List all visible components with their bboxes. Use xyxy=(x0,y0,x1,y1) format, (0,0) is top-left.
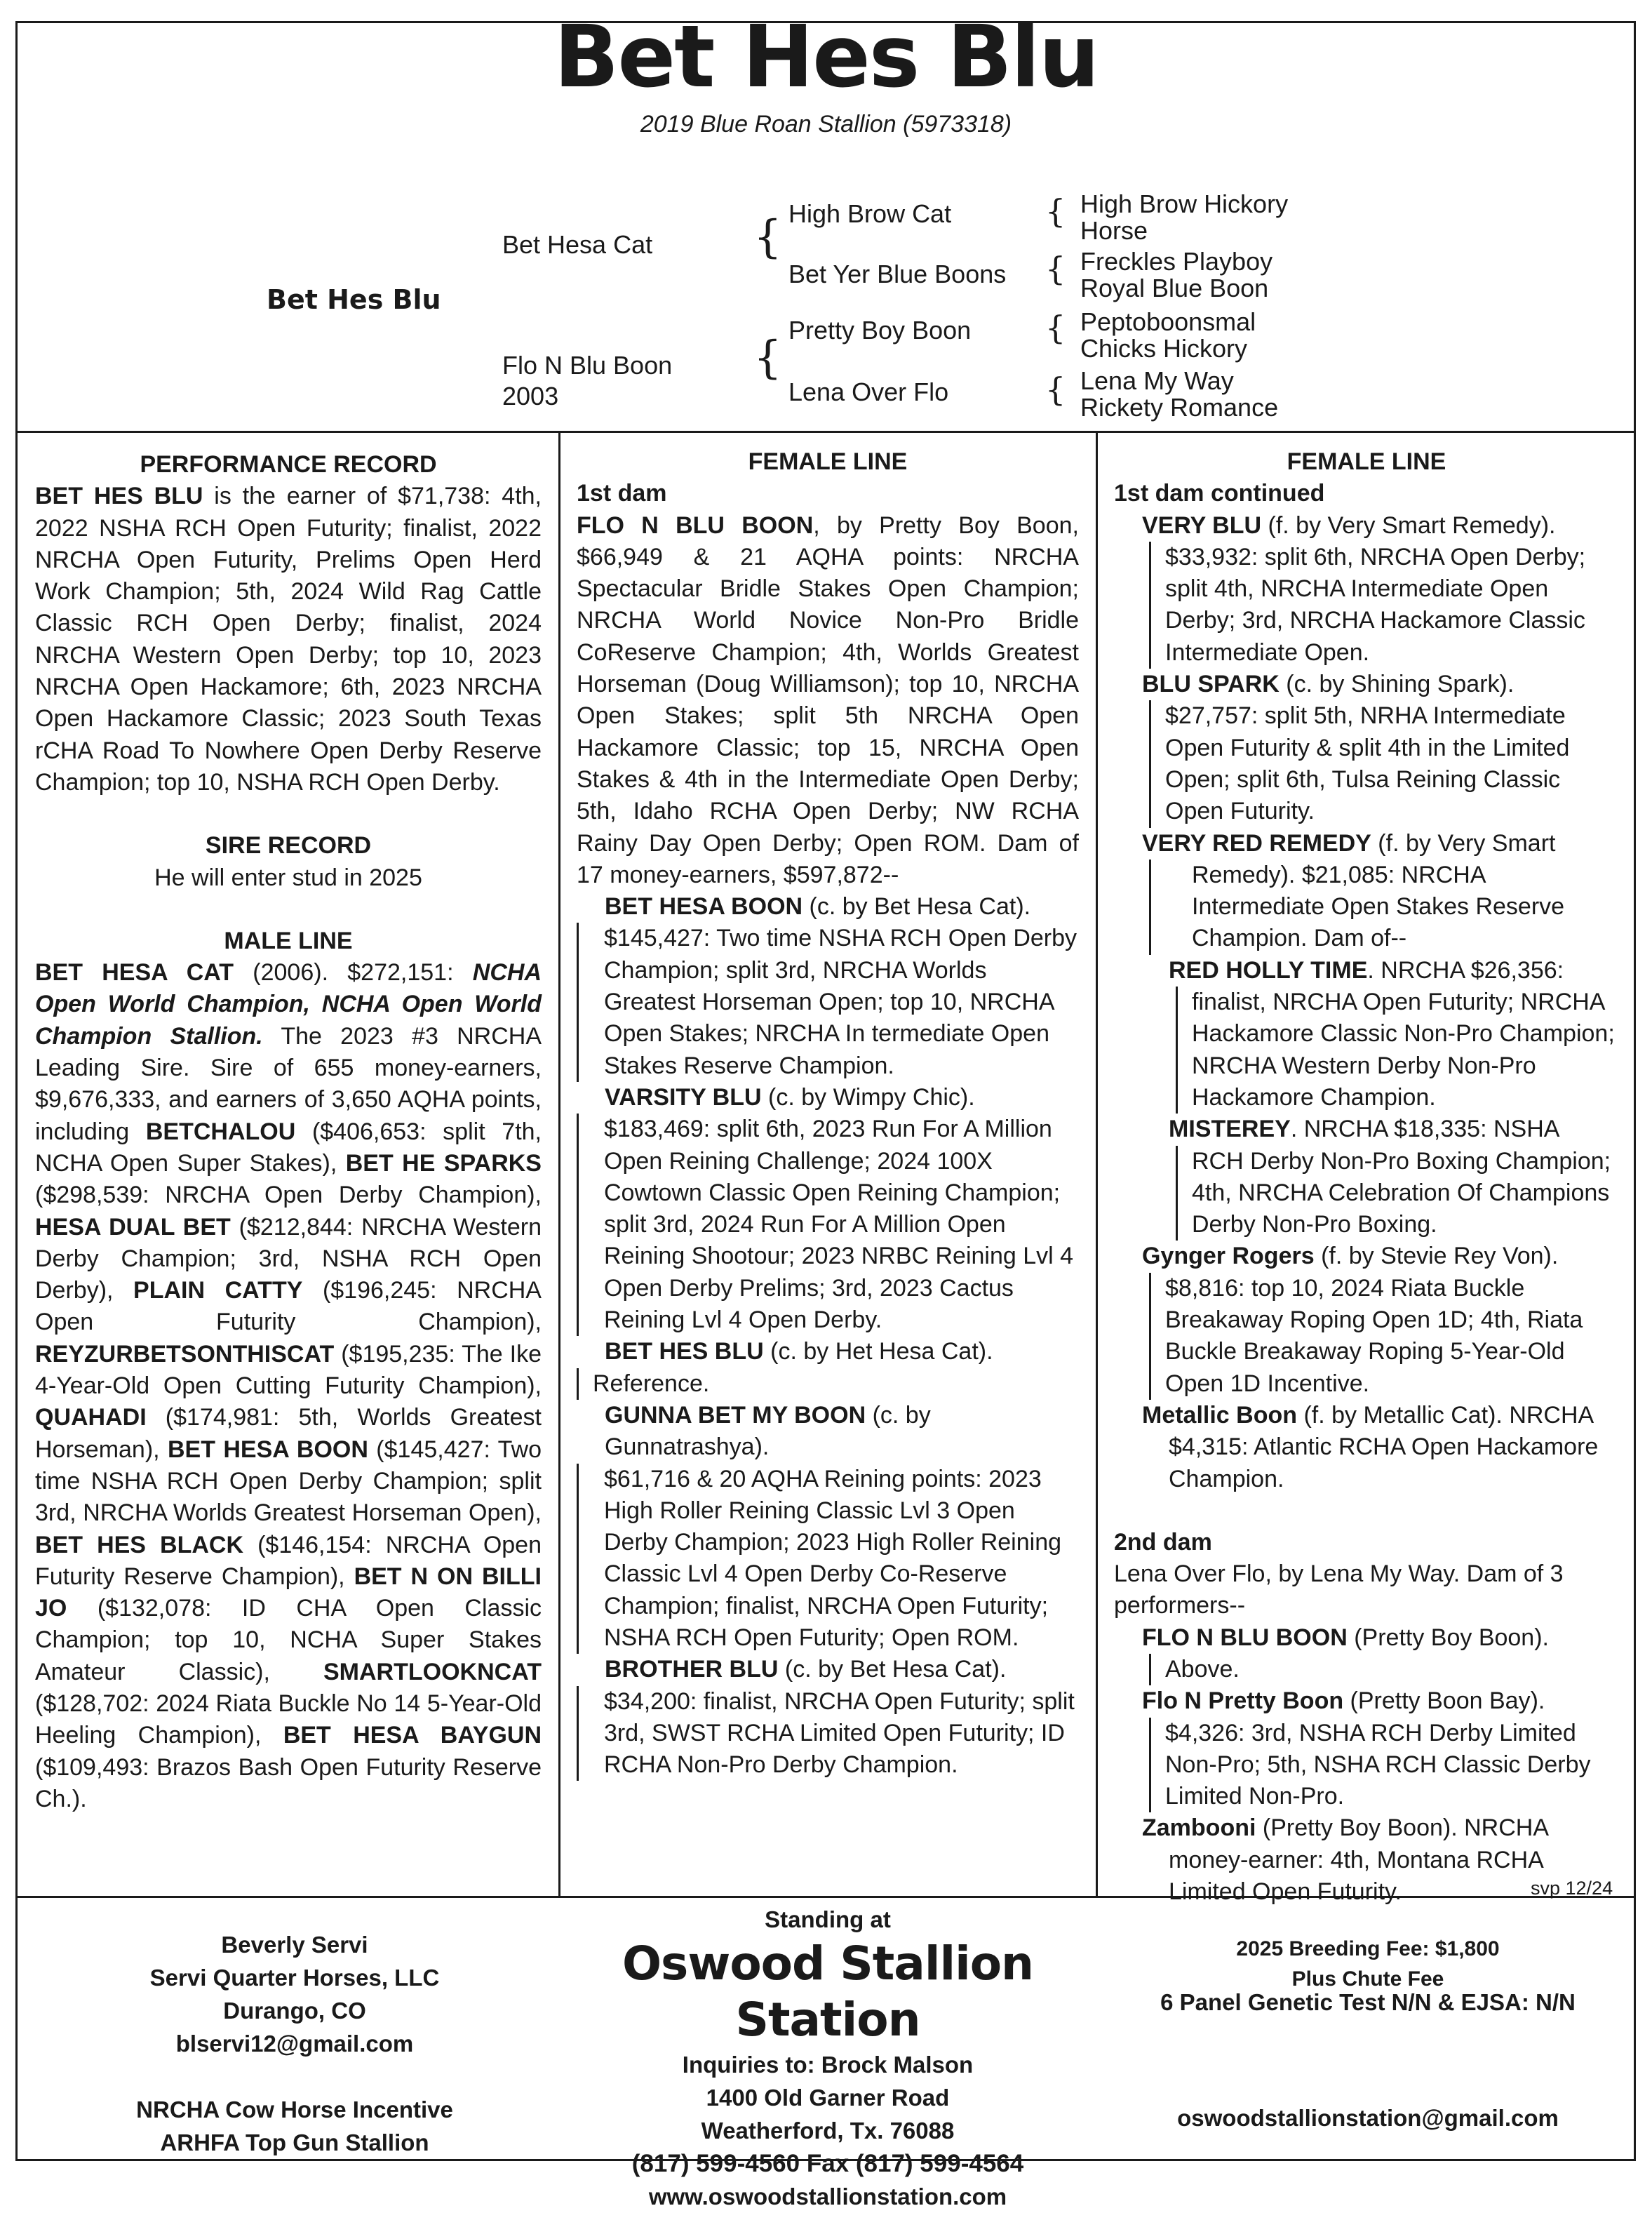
offspring-record: $145,427: Two time NSHA RCH Open Derby Champion; split 3rd, NRCHA Worlds Greatest Horseman Open; top 10, NRCHA Open Stakes; NRCHA In termediate Open Stakes Reserve Champion. xyxy=(577,923,1079,1081)
male-line-text: BET HESA CAT (2006). $272,151: NCHA Open World Champion, NCHA Open World Champion Stallion. The 2023 #3 NRCHA Leading Sire. Sire of 655 money-earners, $9,676,333, and earners of 3,650 AQHA points, including BETCHALOU ($406,653: split 7th, NCHA Open Super Stakes), BET HE SPARKS ($298,539: NRCHA Open Derby Champion), HESA DUAL BET ($212,844: NRCHA Western Derby Champion; 3rd, NSHA RCH Open Derby), PLAIN CATTY ($196,245: NRCHA Open Futurity Champion), REYZURBETSONTHISCAT ($195,235: The Ike 4-Year-Old Open Cutting Futurity Champion), QUAHADI ($174,981: 5th, Worlds Greatest Horseman), BET HESA BOON ($145,427: Two time NSHA RCH Open Derby Champion; split 3rd, NRCHA Worlds Greatest Horseman Open), BET HES BLACK ($146,154: NRCHA Open Futurity Reserve Champion), BET N ON BILLI JO ($132,078: ID CHA Open Classic Champion; top 10, NCHA Super Stakes Amateur Classic), SMARTLOOKNCAT ($128,702: 2024 Riata Buckle No 14 5-Year-Old Heeling Champion), BET HESA BAYGUN ($109,493: Brazos Bash Open Futurity Reserve Ch.). xyxy=(35,959,542,1812)
female-line-heading: FEMALE LINE xyxy=(1287,448,1446,475)
pedigree-g3: Horse xyxy=(1080,216,1148,245)
first-dam-heading: 1st dam xyxy=(577,480,667,507)
owner-city: Durango, CO xyxy=(223,1998,366,2024)
pedigree-horse: Bet Hes Blu xyxy=(267,284,441,315)
page-title: Bet Hes Blu xyxy=(553,7,1099,107)
offspring-record: $33,932: split 6th, NRCHA Open Derby; split 4th, NRCHA Intermediate Open Derby; 3rd, NRCHA Hackamore Classic Intermediate Open. xyxy=(1149,542,1619,669)
grand-offspring-record: finalist, NRCHA Open Futurity; NRCHA Hackamore Classic Non-Pro Champion; NRCHA Western Derby Non-Pro Hackamore Champion. xyxy=(1176,987,1619,1114)
offspring-entry: VERY RED REMEDY (f. by Very Smart xyxy=(1142,829,1556,857)
divider xyxy=(558,431,560,1897)
offspring-entry: BET HESA BOON (c. by Bet Hesa Cat). xyxy=(605,893,1031,921)
offspring-record: money-earner: 4th, Montana RCHA Limited Open Futurity. xyxy=(1169,1846,1543,1906)
grand-offspring-record: RCH Derby Non-Pro Boxing Champion; 4th, NRCHA Celebration Of Champions Derby Non-Pro Boxing. xyxy=(1176,1146,1619,1241)
offspring-entry: VARSITY BLU (c. by Wimpy Chic). xyxy=(605,1083,975,1111)
performance-record: BET HES BLU is the earner of $71,738: 4th, 2022 NSHA RCH Open Futurity; finalist, 2022 NRCHA Open Futurity, Prelims Open Herd Work Champion; 5th, 2024 Wild Rag Cattle Classic RCH Open Derby; finalist, 2024 NRCHA Western Open Derby; top 10, 2023 NRCHA Open Hackamore; 6th, 2023 NRCHA Open Hackamore Classic; 2023 South Texas rCHA Road To Nowhere Open Derby Reserve Champion; top 10, NSHA RCH Open Derby. xyxy=(35,483,542,796)
pedigree-g3: Peptoboonsmal xyxy=(1080,307,1256,336)
standing-label: Standing at xyxy=(765,1906,891,1932)
city: Weatherford, Tx. 76088 xyxy=(701,2118,955,2144)
offspring-entry: FLO N BLU BOON (Pretty Boy Boon). xyxy=(1142,1624,1549,1651)
brace-icon: { xyxy=(753,211,782,263)
sire-record-text: He will enter stud in 2025 xyxy=(154,864,422,891)
offspring-record: $27,757: split 5th, NRHA Intermediate Open Futurity & split 4th in the Limited Open; split 6th, Tulsa Reining Classic Open Futurity. xyxy=(1149,700,1619,827)
offspring-entry: BLU SPARK (c. by Shining Spark). xyxy=(1142,671,1515,698)
offspring-record: $34,200: finalist, NRCHA Open Futurity; split 3rd, SWST RCHA Limited Open Futurity; ID RCHA Non-Pro Derby Champion. xyxy=(577,1686,1079,1781)
offspring-entry: Gynger Rogers (f. by Stevie Rey Von). xyxy=(1142,1243,1559,1270)
column-female-line xyxy=(577,446,1079,1781)
offspring-record: $4,315: Atlantic RCHA Open Hackamore Champion. xyxy=(1169,1433,1599,1492)
pedigree-g3: Royal Blue Boon xyxy=(1080,274,1269,302)
grand-offspring-entry: MISTEREY. NRCHA $18,335: NSHA xyxy=(1169,1116,1560,1143)
pedigree-sire: Bet Hesa Cat xyxy=(502,230,653,259)
sire-record-heading: SIRE RECORD xyxy=(205,832,372,860)
page-subtitle: 2019 Blue Roan Stallion (5973318) xyxy=(640,111,1012,138)
offspring-entry: VERY BLU (f. by Very Smart Remedy). xyxy=(1142,512,1556,539)
station-name: Oswood Stallion Station xyxy=(622,1937,1034,2047)
divider xyxy=(15,431,1636,433)
first-dam-continued-heading: 1st dam continued xyxy=(1114,480,1325,507)
genetic-test: 6 Panel Genetic Test N/N & EJSA: N/N xyxy=(1160,1989,1576,2015)
owner-email[interactable]: blservi12@gmail.com xyxy=(175,2031,414,2057)
incentive-line: NRCHA Cow Horse Incentive xyxy=(136,2097,453,2122)
pedigree-sire-sire: High Brow Cat xyxy=(788,199,952,228)
incentive-line: ARHFA Top Gun Stallion xyxy=(160,2130,429,2155)
offspring-record: $183,469: split 6th, 2023 Run For A Million Open Reining Challenge; 2024 100X Cowtown Classic Open Reining Champion; split 3rd, 2024 Run For A Million Open Reining Shootour; 2023 NRBC Reining Lvl 4 Open Derby Prelims; 3rd, 2023 Cactus Reining Lvl 4 Open Derby. xyxy=(577,1114,1079,1336)
offspring-record: $8,816: top 10, 2024 Riata Buckle Breakaway Roping Open 1D; 4th, Riata Buckle Breakaway Roping 5-Year-Old Open 1D Incentive. xyxy=(1149,1273,1619,1400)
male-line-heading: MALE LINE xyxy=(224,927,353,954)
offspring-record: Above. xyxy=(1149,1654,1619,1685)
brace-icon: { xyxy=(1045,192,1066,230)
grand-offspring-entry: RED HOLLY TIME. NRCHA $26,356: xyxy=(1169,956,1564,984)
first-dam-text: FLO N BLU BOON, by Pretty Boy Boon, $66,949 & 21 AQHA points: NRCHA Spectacular Bridle Stakes Open Champion; NRCHA World Novice Non-Pro Bridle CoReserve Champion; 4th, Worlds Greatest Horseman (Doug Williamson); top 10, NRCHA Open Stakes; split 5th NRCHA Open Hackamore Classic; top 15, NRCHA Open Stakes & 4th in the Intermediate Open Derby; 5th, Idaho RCHA Open Derby; NW RCHA Rainy Day Open Derby; Open ROM. Dam of 17 money-earners, $597,872-- xyxy=(577,512,1079,888)
second-dam-heading: 2nd dam xyxy=(1114,1528,1212,1556)
brace-icon: { xyxy=(1045,250,1066,288)
offspring-entry: BROTHER BLU (c. by Bet Hesa Cat). xyxy=(605,1656,1007,1683)
owner-info xyxy=(42,1928,547,2159)
owner-farm: Servi Quarter Horses, LLC xyxy=(149,1965,440,1991)
offspring-record: Reference. xyxy=(577,1368,1079,1400)
inquiries: Inquiries to: Brock Malson xyxy=(682,2052,974,2078)
phone[interactable]: (817) 599-4560 Fax (817) 599-4564 xyxy=(631,2150,1024,2177)
female-line-heading: FEMALE LINE xyxy=(748,448,908,475)
offspring-entry: GUNNA BET MY BOON (c. by Gunnatrashya). xyxy=(605,1401,931,1461)
performance-heading: PERFORMANCE RECORD xyxy=(140,451,437,478)
pedigree-g3: Freckles Playboy xyxy=(1080,247,1273,276)
pedigree-g3: Chicks Hickory xyxy=(1080,334,1248,363)
column-female-line-continued xyxy=(1114,446,1619,1908)
brace-icon: { xyxy=(753,332,782,384)
pedigree-dam: Flo N Blu Boon xyxy=(502,351,673,380)
brace-icon: { xyxy=(1045,309,1066,347)
divider xyxy=(1096,431,1098,1897)
pedigree-dam-sire: Pretty Boy Boon xyxy=(788,316,972,345)
second-dam-text: Lena Over Flo, by Lena My Way. Dam of 3 performers-- xyxy=(1114,1560,1564,1619)
offspring-record: $61,716 & 20 AQHA Reining points: 2023 High Roller Reining Classic Lvl 3 Open Derby Champion; 2023 High Roller Reining Classic Lvl 4 Open Derby Co-Reserve Champion; finalist, NRCHA Open Futurity; NSHA RCH Open Futurity; Open ROM. xyxy=(577,1464,1079,1654)
offspring-entry: Flo N Pretty Boon (Pretty Boon Bay). xyxy=(1142,1687,1545,1715)
owner-name: Beverly Servi xyxy=(221,1932,368,1958)
pedigree-dam-dam: Lena Over Flo xyxy=(788,377,949,406)
pedigree-g3: Lena My Way xyxy=(1080,366,1234,395)
address: 1400 Old Garner Road xyxy=(706,2085,950,2111)
offspring-record: $4,326: 3rd, NSHA RCH Derby Limited Non-Pro; 5th, NSHA RCH Classic Derby Limited Non-Pro. xyxy=(1149,1718,1619,1813)
breeding-fee: 2025 Breeding Fee: $1,800 xyxy=(1236,1937,1500,1960)
station-email[interactable]: oswoodstallionstation@gmail.com xyxy=(1177,2105,1559,2131)
offspring-entry: Zambooni (Pretty Boy Boon). NRCHA xyxy=(1142,1814,1549,1842)
offspring-entry: Metallic Boon (f. by Metallic Cat). NRCHA xyxy=(1142,1401,1594,1429)
station-info xyxy=(547,1903,1108,2213)
offspring-entry: BET HES BLU (c. by Het Hesa Cat). xyxy=(605,1338,993,1365)
brace-icon: { xyxy=(1045,370,1066,408)
document-code: svp 12/24 xyxy=(1531,1878,1613,1899)
pedigree-dam-year: 2003 xyxy=(502,382,559,410)
pedigree-g3: Rickety Romance xyxy=(1080,393,1279,422)
pedigree-g3: High Brow Hickory xyxy=(1080,189,1289,218)
pedigree-sire-dam: Bet Yer Blue Boons xyxy=(788,260,1007,288)
column-performance xyxy=(35,449,542,1815)
offspring-record: Remedy). $21,085: NRCHA Intermediate Open Stakes Reserve Champion. Dam of-- xyxy=(1149,860,1619,955)
chute-fee: Plus Chute Fee xyxy=(1291,1967,1444,1991)
website[interactable]: www.oswoodstallionstation.com xyxy=(648,2184,1007,2209)
